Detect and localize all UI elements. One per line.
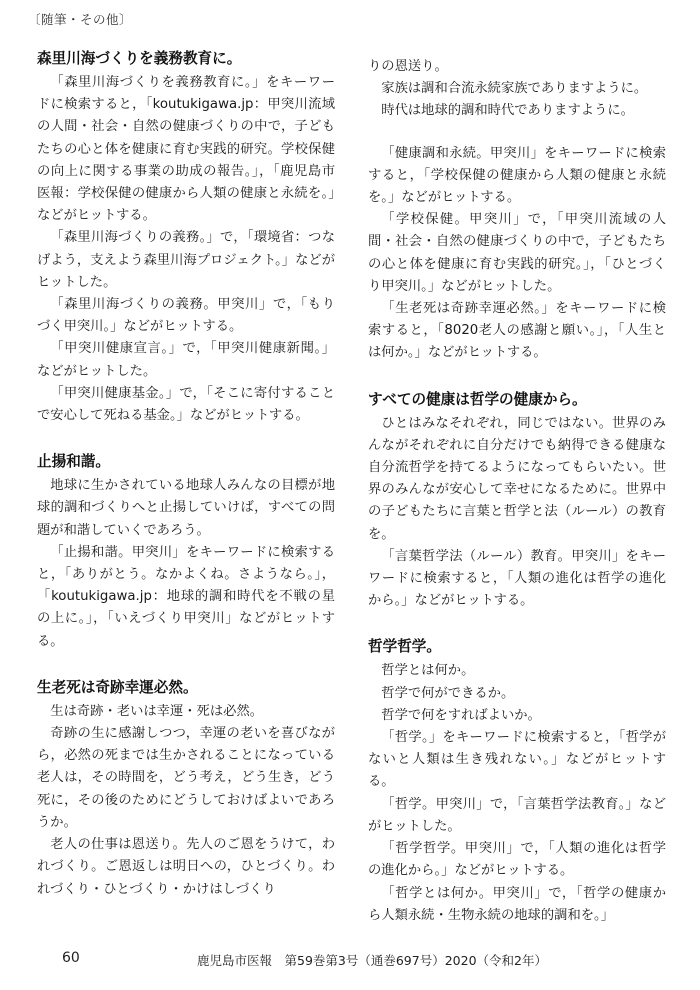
paragraph: 哲学とは何か。 [381, 663, 475, 679]
section-heading: 生老死は奇跡幸運必然。 [37, 678, 198, 696]
paragraph: 「健康調和永続。甲突川」をキーワードに検索すると，「学校保健の健康から人類の健康と永続を。」などがヒットする。 [368, 145, 666, 206]
paragraph: 「生老死は奇跡幸運必然。」をキーワードに検索すると，「8020老人の感謝と願い。」，「人生とは何か。」などがヒットする。 [368, 301, 666, 361]
page-number: 60 [62, 950, 80, 966]
section-heading: 哲学哲学。 [368, 638, 441, 656]
section-heading: 止揚和諧。 [37, 453, 110, 471]
paragraph: 「言葉哲学法（ルール）教育。甲突川」をキーワードに検索すると，「人類の進化は哲学の進化から。」などがヒットする。 [368, 548, 666, 609]
left-column [37, 48, 335, 901]
paragraph: 「森里川海づくりを義務教育に。」をキーワードに検索すると，「koutukigawa.jp：甲突川流域の人間・社会・自然の健康づくりの中で，子どもたちの心と体を健康に育む実践的研究。学校保健の向上に関する事業の助成の報告。」，「鹿児島市医報：学校保健の健康から人類の健康と永続を。」などがヒットする。 [37, 75, 335, 224]
paragraph: 時代は地球的調和時代でありますように。 [381, 103, 634, 119]
section-heading: すべての健康は哲学の健康から。 [368, 390, 587, 408]
paragraph: 哲学で何ができるか。 [381, 685, 515, 701]
paragraph: 奇跡の生に感謝しつつ，幸運の老いを喜びながら，必然の死までは生かされることになっている老人は，その時間を，どう考え，どう生き，どう死に，その後のためにどうしておけばよいであろうか。 [37, 726, 335, 830]
journal-info: 鹿児島市医報 第59巻第3号（通巻697号）2020（令和2年） [197, 953, 547, 968]
paragraph: 生は奇跡・老いは幸運・死は必然。 [50, 703, 264, 719]
paragraph: ひとはみなそれぞれ，同じではない。世界のみんながそれぞれに自分だけでも納得できる健康な自分流哲学を持てるようになってもらいたい。世界のみんなが安心して幸せになるために。世界中の子どもたちに言葉と哲学と法（ルール）の教育を。 [368, 415, 666, 542]
paragraph: りの恩送り。 [368, 59, 448, 74]
paragraph: 「哲学とは何か。甲突川」で，「哲学の健康から人類永続・生物永続の地球的調和を。」 [368, 885, 666, 923]
paragraph: 「甲突川健康宣言。」で，「甲突川健康新聞。」などがヒットした。 [37, 341, 335, 379]
paragraph: 「止揚和諧。甲突川」をキーワードに検索すると，「ありがとう。なかよくね。さようなら。」，「koutukigawa.jp：地球的調和時代を不戦の星の上に。」，「いえづくり甲突川」などがヒットする。 [37, 544, 335, 649]
section-heading: 森里川海づくりを義務教育に。 [37, 50, 242, 67]
paragraph: 「森里川海づくりの義務。甲突川」で，「もりづく甲突川。」などがヒットする。 [37, 297, 335, 335]
paragraph: 哲学で何をすればよいか。 [381, 707, 541, 723]
paragraph: 老人の仕事は恩送り。先人のご恩をうけて，われづくり。ご恩返しは明日への，ひとづくり。われづくり・ひとづくり・かけはしづくり [37, 837, 335, 897]
paragraph: 「哲学。」をキーワードに検索すると，「哲学がないと人類は生き残れない。」などがヒットする。 [368, 730, 666, 790]
paragraph: 「哲学哲学。甲突川」で，「人類の進化は哲学の進化から。」などがヒットする。 [368, 841, 666, 879]
right-column [368, 56, 666, 927]
paragraph: 「甲突川健康基金。」で，「そこに寄付することで安心して死ねる基金。」などがヒットする。 [37, 385, 335, 424]
paragraph: 地球に生かされている地球人みんなの目標が地球的調和づくりへと止揚していけば，すべての問題が和諧していくであろう。 [37, 478, 335, 538]
category-label: 〔随筆・その他〕 [28, 12, 133, 27]
paragraph: 「森里川海づくりの義務。」で，「環境省：つなげよう，支えよう森里川海プロジェクト。」などがヒットした。 [37, 230, 335, 290]
paragraph: 「哲学。甲突川」で，「言葉哲学法教育。」などがヒットした。 [368, 796, 666, 834]
paragraph: 家族は調和合流永続家族でありますように。 [381, 81, 648, 97]
paragraph: 「学校保健。甲突川」で，「甲突川流域の人間・社会・自然の健康づくりの中で，子どもたちの心と体を健康に育む実践的研究。」，「ひとづくり甲突川。」などがヒットした。 [368, 212, 666, 294]
